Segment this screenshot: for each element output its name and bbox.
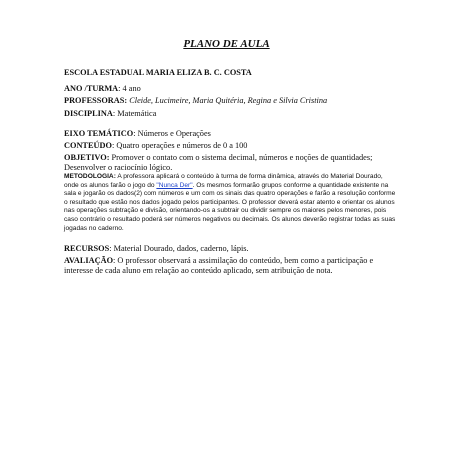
content-line [64,141,394,151]
evaluation-label: AVALIAÇÃO [64,256,114,265]
theme-value: : Números e Operações [133,129,211,138]
methodology-label: METODOLOGIA: [64,173,116,180]
school-name: ESCOLA ESTADUAL MARIA ELIZA B. C. COSTA [64,68,252,77]
teachers-label: PROFESSORAS: [64,96,128,105]
year-label: ANO /TURMA [64,84,119,93]
objective-label: OBJETIVO: [64,153,110,162]
resources-label: RECURSOS [64,244,110,253]
methodology-text-1: A professora aplicará o conteúdo à turma de forma dinâmica, através do Material Dourado, onde os alunos farão o jogo do [64,173,383,189]
objective-block [64,153,394,173]
content-value: : Quatro operações e números de 0 a 100 [111,141,248,150]
methodology-block [64,173,396,233]
year-line [64,84,394,94]
content-label: CONTEÚDO [64,141,112,150]
teachers-line [64,96,394,106]
evaluation-value: : O professor observará a assimilação do conteúdo, bem como a participação e interesse de cada aluno em relação ao conteúdo aplicado, sem atribuição de nota. [64,256,374,275]
evaluation-block [64,256,394,276]
discipline-line [64,109,394,119]
nunca-der-link[interactable]: "Nunca Der" [156,181,193,189]
objective-value: Promover o contato com o sistema decimal, números e noções de quantidades; Desenvolver o raciocínio lógico. [64,153,373,172]
resources-line [64,244,394,254]
theme-line [64,129,394,139]
document-title: PLANO DE AULA [183,38,270,50]
year-value: : 4 ano [118,84,141,93]
resources-value: : Material Dourado, dados, caderno, lápis. [109,244,249,253]
discipline-label: DISCIPLINA [64,109,113,118]
methodology-text-2: . Os mesmos formarão grupos conforme a quantidade existente na sala e jogarão os dados(2) com números e um com os sinais das quatro operações e farão a resolução conforme o resultado que estão nos dados jogado pelos participantes. O professor deverá estar atento e orientar os alunos nas operações subtração e divisão, orientando-os a subtrair ou dividir sempre os maiores pelos menores, pois caso contrário o resultado poderá ser números negativos ou decimais. Os alunos deverão registrar todas as suas jogadas no caderno. [64,181,396,232]
discipline-value: : Matemática [112,109,157,118]
teachers-value: Cleide, Lucimeire, Maria Quitéria, Regina e Silvia Cristina [127,96,328,105]
theme-label: EIXO TEMÁTICO [64,129,134,138]
